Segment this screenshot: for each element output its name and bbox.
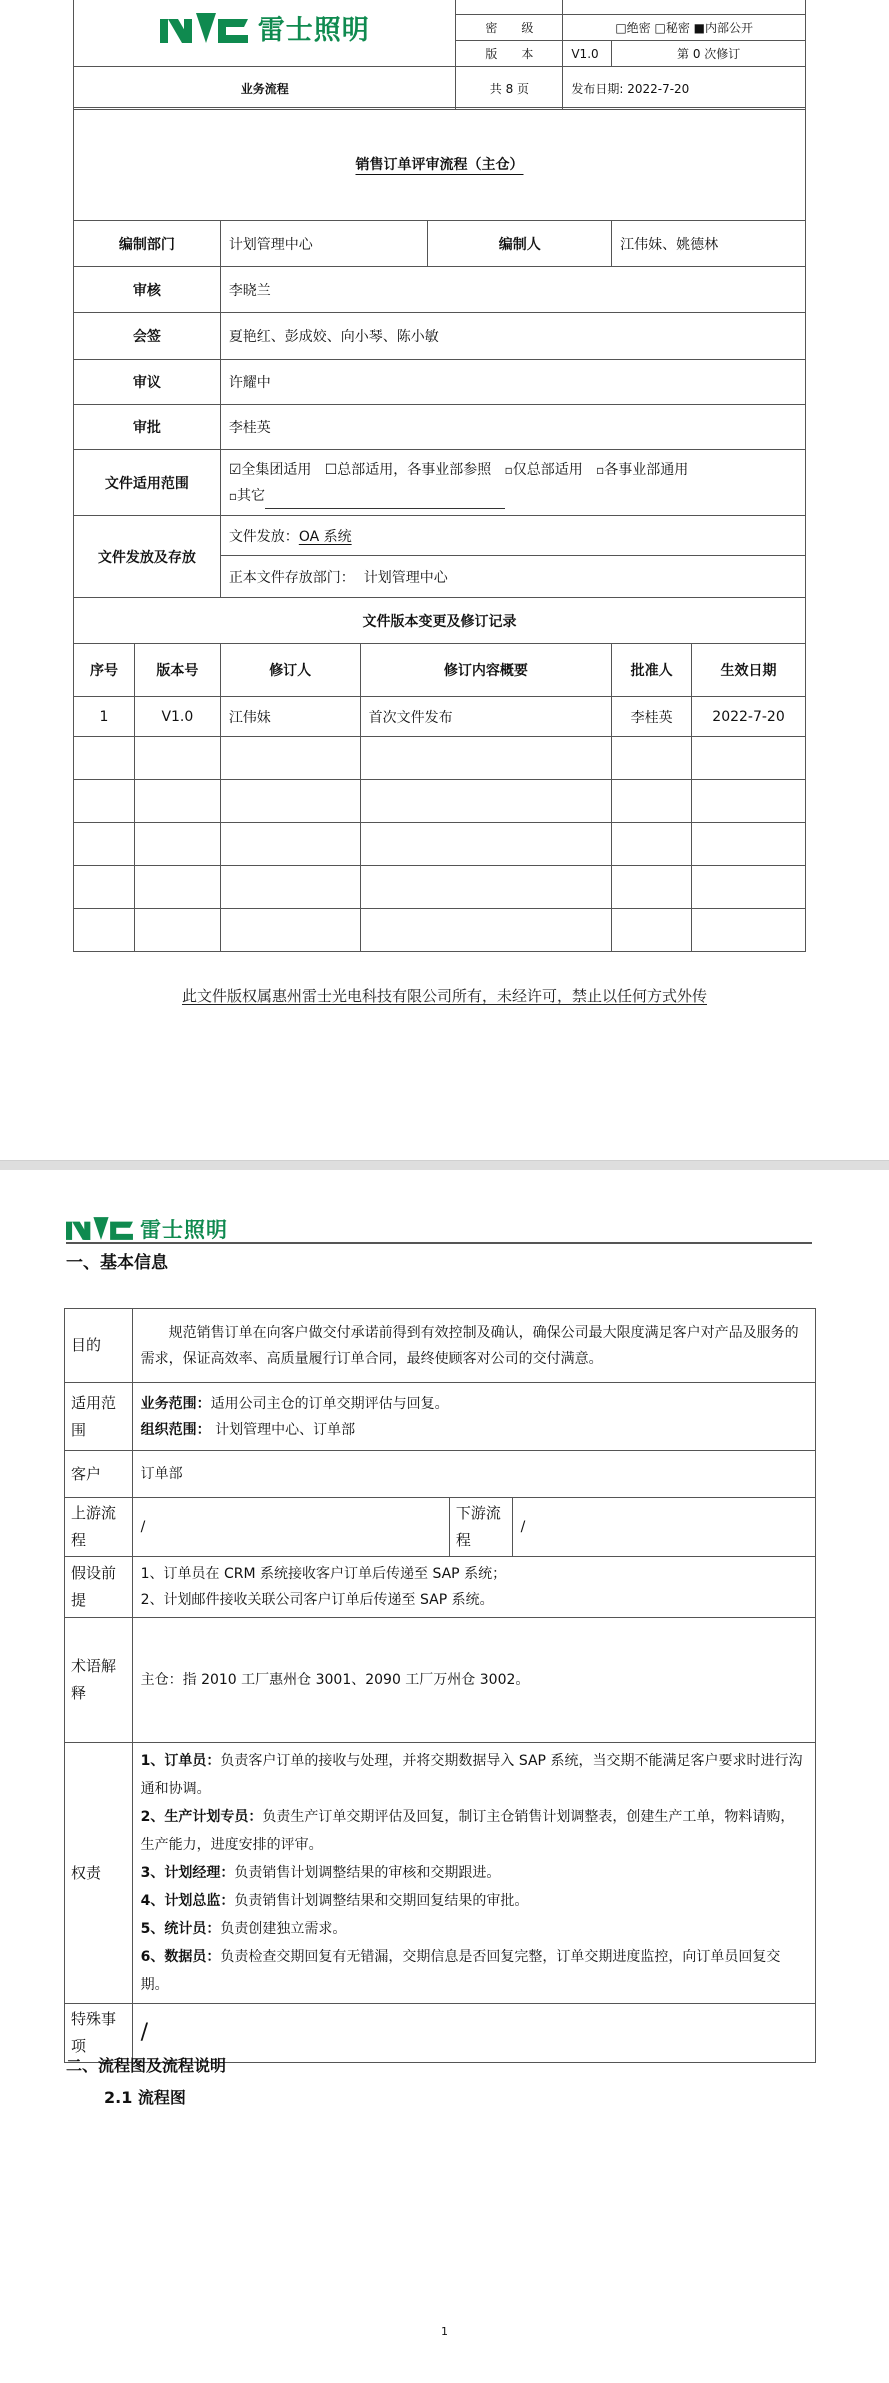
org-scope-label: 组织范围： [140,1421,211,1438]
logo-cell [74,0,456,67]
duty-role: 2、生产计划专员： [140,1809,263,1825]
approval-label: 审批 [74,405,221,450]
duty-item [141,1803,807,1859]
duty-role: 5、统计员： [140,1921,221,1937]
assumption-label: 假设前提 [65,1557,133,1618]
review-label: 审核 [74,267,221,313]
purpose-text: 规范销售订单在向客户做交付承诺前得到有效控制及确认，确保公司最大限度满足客户对产品及服务的需求，保证高效率、高质量履行订单合同，最终使顾客对公司的交付满意。 [132,1309,815,1383]
checkbox-empty-icon: ☐ [324,461,338,478]
duty-desc: 负责客户订单的接收与处理，并将交期数据导入 SAP 系统，当交期不能满足客户要求时进行沟通和协调。 [140,1753,803,1797]
upstream-label: 上游流程 [65,1498,133,1557]
table-row [74,697,806,737]
subsection-heading-flowchart: 2.1 流程图 [104,2088,186,2107]
table-row [74,909,806,952]
other-blank-line [265,494,505,509]
cell-summary [360,909,612,952]
section-heading-basic-info: 一、基本信息 [66,1253,168,1273]
revision-count: 第 0 次修订 [612,41,806,67]
distribution-row [220,516,805,556]
duty-desc: 负责生产订单交期评估及回复，制订主仓销售计划调整表，创建生产工单，物料请购，生产能力，进度安排的评审。 [140,1809,795,1853]
cell-reviser [220,780,360,823]
cell-reviser [220,737,360,780]
duty-desc: 负责检查交期回复有无错漏，交期信息是否回复完整，订单交期进度监控，向订单员回复交期。 [140,1949,781,1993]
logo-text: 雷士照明 [257,15,370,46]
col-header-version: 版本号 [134,644,220,697]
cell-seq [74,780,135,823]
assumption-item: 2、计划邮件接收关联公司客户订单后传递至 SAP 系统。 [140,1592,494,1608]
scope-label: 适用范围 [65,1383,133,1451]
version-label: 版 本 [456,41,563,67]
distribution-label: 文件发放及存放 [74,516,221,598]
purpose-label: 目的 [65,1309,133,1383]
customer-value: 订单部 [132,1451,815,1498]
cell-summary [360,780,612,823]
duty-desc: 负责销售计划调整结果和交期回复结果的审批。 [234,1893,529,1909]
downstream-value: / [512,1498,815,1557]
cell-approver [612,737,692,780]
page-count: 共 8 页 [456,67,563,110]
document-title: 销售订单评审流程（主仓） [355,157,524,173]
cell-seq [74,737,135,780]
terms-value: 主仓：指 2010 工厂惠州仓 3001、2090 工厂万州仓 3002。 [132,1618,815,1743]
col-header-seq: 序号 [74,644,135,697]
business-scope-label: 业务范围： [140,1395,211,1412]
document-title-cell [74,108,806,221]
countersign-value: 夏艳红、彭成姣、向小琴、陈小敏 [220,313,805,360]
cell-version [134,737,220,780]
cell-version [134,909,220,952]
cell-reviser [220,823,360,866]
scope-option-other[interactable]: ▫其它 [228,487,265,504]
revision-record-title: 文件版本变更及修订记录 [74,598,806,644]
logo-text: 雷士照明 [140,1218,228,1242]
business-scope-value: 适用公司主仓的订单交期评估与回复。 [210,1395,449,1412]
cell-version: V1.0 [134,697,220,737]
cell-effective-date: 2022-7-20 [692,697,806,737]
document-info-table [73,107,806,952]
dept-label: 编制部门 [74,221,221,267]
document-category: 业务流程 [74,67,456,110]
cell-version [134,823,220,866]
cell-version [134,780,220,823]
cell-approver [612,909,692,952]
col-header-reviser: 修订人 [220,644,360,697]
review-value: 李晓兰 [220,267,805,313]
deliberation-label: 审议 [74,360,221,405]
scope-option-hq-ref[interactable]: ☐总部适用，各事业部参照 [324,461,492,478]
duty-item [141,1747,807,1803]
cell-approver [612,780,692,823]
cell-effective-date [692,737,806,780]
duty-role: 6、数据员： [140,1949,221,1965]
checkbox-checked-icon: ☑ [228,461,242,478]
scope-label: 文件适用范围 [74,450,221,516]
special-value: / [132,2004,815,2063]
table-row [74,823,806,866]
duty-desc: 负责创建独立需求。 [220,1921,347,1937]
col-header-approver: 批准人 [612,644,692,697]
author-value: 江伟妹、姚德林 [612,221,806,267]
cell-approver [612,866,692,909]
checkbox-empty-icon: ▫ [596,462,605,477]
scope-option-hq-only[interactable]: ▫仅总部适用 [504,461,583,478]
page-number: 1 [441,2325,448,2338]
document-header-table [73,0,806,110]
assumptions [132,1557,815,1618]
company-logo [82,8,447,47]
table-row [74,780,806,823]
cell-seq [74,909,135,952]
cell-version [134,866,220,909]
storage-prefix: 正本文件存放部门： [228,569,355,586]
special-label: 特殊事项 [65,2004,133,2063]
customer-label: 客户 [65,1451,133,1498]
duty-item [141,1943,807,1999]
nvc-logo-icon [160,13,252,43]
header-divider [66,1242,812,1244]
checkbox-empty-icon: ▫ [504,462,513,477]
approval-value: 李桂英 [220,405,805,450]
distribution-value: OA 系统 [298,528,352,545]
section-heading-flowchart: 二、流程图及流程说明 [66,2056,227,2075]
duty-item [141,1915,807,1943]
duty-role: 1、订单员： [140,1753,221,1769]
countersign-label: 会签 [74,313,221,360]
copyright-notice: 此文件版权属惠州雷士光电科技有限公司所有，未经许可，禁止以任何方式外传 [181,987,707,1005]
duty-desc: 负责销售计划调整结果的审核和交期跟进。 [234,1865,501,1881]
duty-item [141,1887,807,1915]
cell-summary [360,866,612,909]
duties-list [132,1743,815,2004]
duty-role: 4、计划总监： [140,1893,235,1909]
publish-date: 发布日期: 2022-7-20 [563,67,806,110]
cell-reviser [220,909,360,952]
cell-summary [360,737,612,780]
secrecy-label: 密 级 [456,15,563,41]
assumption-item: 1、订单员在 CRM 系统接收客户订单后传递至 SAP 系统； [140,1566,507,1582]
cell-seq [74,823,135,866]
scope-option-all-group[interactable]: ☑全集团适用 [228,461,312,478]
cell-approver [612,823,692,866]
scope-options [220,450,805,516]
deliberation-value: 许耀中 [220,360,805,405]
scope-option-divisions[interactable]: ▫各事业部通用 [596,461,689,478]
cell-effective-date [692,866,806,909]
cell-summary: 首次文件发布 [360,697,612,737]
cell-effective-date [692,909,806,952]
downstream-label: 下游流程 [449,1498,512,1557]
cell-seq [74,866,135,909]
page-header-logo [66,1214,228,1244]
cell-reviser: 江伟妹 [220,697,360,737]
page-separator [0,1160,889,1170]
checkbox-empty-icon: ▫ [228,488,237,503]
upstream-value: / [132,1498,449,1557]
terms-label: 术语解释 [65,1618,133,1743]
cell-effective-date [692,823,806,866]
secrecy-options: □绝密 □秘密 ■内部公开 [563,15,806,41]
cell-seq: 1 [74,697,135,737]
storage-row [220,556,805,598]
dept-value: 计划管理中心 [220,221,428,267]
table-row [74,737,806,780]
header-blank-cell [456,0,563,15]
duty-role: 3、计划经理： [140,1865,235,1881]
version-value: V1.0 [563,41,612,67]
scope-text [132,1383,815,1451]
distribution-prefix: 文件发放： [228,528,299,545]
storage-value: 计划管理中心 [363,569,448,586]
cell-effective-date [692,780,806,823]
table-row [74,866,806,909]
header-blank-cell [563,0,806,15]
col-header-summary: 修订内容概要 [360,644,612,697]
org-scope-value: 计划管理中心、订单部 [215,1421,356,1438]
nvc-logo-icon [66,1217,136,1244]
cell-approver: 李桂英 [612,697,692,737]
author-label: 编制人 [428,221,612,267]
col-header-effective-date: 生效日期 [692,644,806,697]
document-page-1 [0,0,889,1160]
cell-reviser [220,866,360,909]
basic-info-table [64,1308,816,2063]
duties-label: 权责 [65,1743,133,2004]
cell-summary [360,823,612,866]
duty-item [141,1859,807,1887]
